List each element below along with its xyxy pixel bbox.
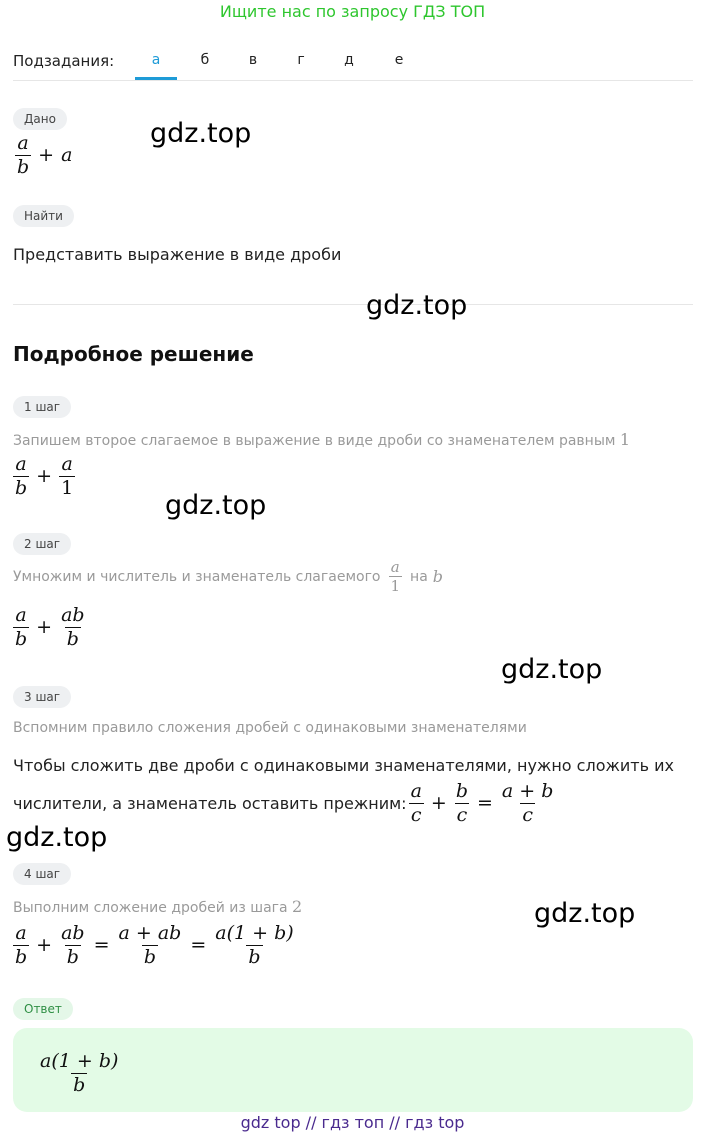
promo-banner: Ищите нас по запросу ГДЗ ТОП: [219, 2, 486, 21]
tab-g[interactable]: г: [297, 52, 305, 68]
watermark: gdz.top: [165, 490, 267, 521]
footer-links: gdz top // гдз топ // гдз top: [240, 1113, 465, 1132]
step-description: Выполним сложение дробей из шага 2: [13, 897, 303, 916]
watermark: gdz.top: [534, 898, 636, 929]
answer-math: $\frac{a(1 + b)}{b}$: [40, 1050, 119, 1096]
find-badge: Найти: [13, 205, 74, 227]
step-math: $\frac{a}{b}$ + $\frac{ab}{b}$: [15, 604, 85, 650]
tab-b[interactable]: б: [200, 52, 210, 68]
tab-v[interactable]: в: [248, 52, 258, 68]
watermark: gdz.top: [6, 822, 108, 853]
step-math: $\frac{a}{b}$ + $\frac{a}{1}$: [15, 453, 74, 499]
watermark: gdz.top: [366, 290, 468, 321]
rule-math: $\frac{a}{c}$ + $\frac{b}{c}$ = $\frac{a + b}{c}$: [410, 780, 554, 826]
step-description: Вспомним правило сложения дробей с одинаковыми знаменателями: [13, 720, 527, 736]
find-text: Представить выражение в виде дроби: [13, 245, 342, 264]
answer-badge: Ответ: [13, 998, 73, 1020]
tab-a[interactable]: а: [151, 52, 161, 68]
step-badge: 3 шаг: [13, 686, 71, 708]
given-badge: Дано: [13, 108, 67, 130]
rule-line: числители, а знаменатель оставить прежним: $\frac{a}{c}$ + $\frac{b}{c}$ = $\frac{a + b}{c}$: [13, 780, 554, 826]
rule-text: Чтобы сложить две дроби с одинаковыми знаменателями, нужно сложить их: [13, 756, 674, 775]
step-description: Запишем второе слагаемое в выражение в виде дроби со знаменателем равным 1: [13, 430, 631, 449]
step-badge: 1 шаг: [13, 396, 71, 418]
step-description: Умножим и числитель и знаменатель слагаемого $\frac{a}{1}$ на b: [13, 558, 444, 595]
divider: [13, 80, 693, 81]
watermark: gdz.top: [501, 654, 603, 685]
step-badge: 2 шаг: [13, 533, 71, 555]
subtasks-label: Подзадания:: [13, 52, 115, 70]
tab-d[interactable]: д: [344, 52, 354, 68]
step-math: $\frac{a}{b}$ + $\frac{ab}{b}$ = $\frac{a + ab}{b}$ = $\frac{a(1 + b)}{b}$: [15, 922, 294, 968]
tab-e[interactable]: е: [394, 52, 404, 68]
step-badge: 4 шаг: [13, 863, 71, 885]
divider: [13, 304, 693, 305]
solution-title: Подробное решение: [13, 342, 254, 366]
watermark: gdz.top: [150, 118, 252, 149]
given-expression: $\frac{a}{b}$ + a: [17, 132, 73, 178]
